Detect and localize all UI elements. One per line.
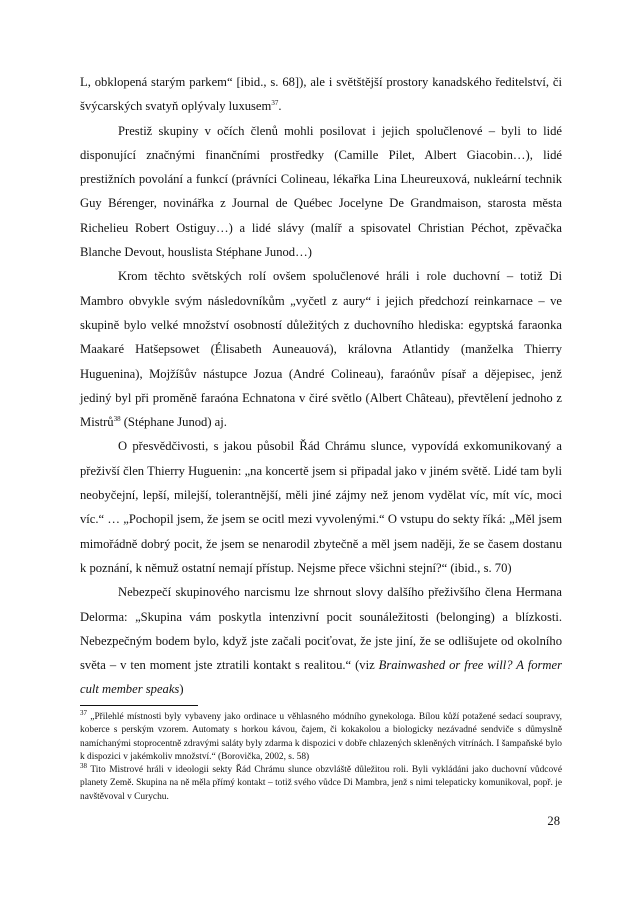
paragraph-3-end: (Stéphane Junod) aj.: [120, 415, 227, 430]
paragraph-4-text: O přesvědčivosti, s jakou působil Řád Chrámu slunce, vypovídá exkomunikovaný a přeživší člen Thierry Huguenin: „na koncertě jsem si připadal jako v jiném světě. Lidé tam byli neobyčejní, lepší, milejší, tolerantnější, měli jiné zájmy než jenom vydělat víc, mít víc, moci víc.“ … „Pochopil jsem, že jsem se ocitl mezi vyvolenými.“ O vstupu do sekty říká: „Měl jsem mimořádně dobrý pocit, že jsem se nenarodil zbytečně a měl jsem naději, že se časem dostanu k poznání, k němuž ostatní nemají přístup. Nejsme přece všichni stejní?“ (ibid., s. 70): [80, 439, 562, 575]
footnote-text: Tito Mistrové hráli v ideologii sekty Řád Chrámu slunce obzvláště důležitou roli. Byli vykládáni jako duchovní vůdcové planety Země. Skupina na ně měla přímý kontakt – totiž svého vůdce Di Mambra, jenž s nimi telepaticky komunikoval, popř. je navštěvoval v Curychu.: [80, 765, 562, 802]
paragraph-3-text: Krom těchto světských rolí ovšem spolučlenové hráli i role duchovní – totiž Di Mambro obvykle svým následovníkům „vyčetl z aury“ i jejich předchozí reinkarnace – ve skupině bylo velké množství osobností důležitých z duchovního hlediska: egyptská faraonka Maakaré Hatšepsowet (Élisabeth Auneauová), královna Atlantidy (manželka Thierry Huguenina), Mojžíšův nástupce Jozua (André Colineau), faraónův písař a dějepisec, jenž jediný byl při proměně faraóna Echnatona v čiré světlo (Albert Château), převtělení jednoho z Mistrů: [80, 269, 562, 430]
paragraph-4: [80, 434, 562, 580]
footnote-number: 38: [80, 762, 87, 771]
paragraph-5-end: ): [179, 682, 184, 697]
footnote-ref-37[interactable]: 37: [271, 99, 279, 108]
body-text: [80, 70, 562, 702]
page-number: 28: [547, 814, 560, 828]
page-content: [80, 70, 562, 702]
paragraph-2-text: Prestiž skupiny v očích členů mohli posilovat i jejich spolučlenové – byli to lidé disponující značnými finančními prostředky (Camille Pilet, Albert Giacobin…), lidé prestižních povolání a funkcí (právníci Colineau, lékařka Lina Lheureuxová, nukleární technik Guy Bérenger, novinářka z Journal de Québec Jocelyne De Grandmaison, starosta města Richelieu Robert Ostiguy…) a lidé slávy (malíř a spisovatel Christian Péchot, zpěvačka Blanche Devout, houslista Stéphane Junod…): [80, 123, 562, 260]
footnote-divider: [80, 705, 198, 706]
paragraph-2: [80, 119, 562, 265]
footnotes: [80, 708, 562, 804]
footnote-text: „Přilehlé místnosti byly vybaveny jako ordinace u věhlasného módního gynekologa. Bílou kůží potažené sedací soupravy, koberce s perským vzorem. Automaty s horkou kávou, čajem, či kokakolou a biologicky nezávadné sendviče s důmyslně namíchanými stoprocentně zdravými saláty byly zdarma k dispozici v dobře chlazených skleněných vitrínách. I šampaňské bylo k dispozici v jakémkoliv množství.“ (Borovička, 2002, s. 58): [80, 712, 562, 762]
paragraph-5: [80, 580, 562, 701]
footnote-number: 37: [80, 708, 87, 717]
footnote-38: [80, 764, 562, 804]
paragraph-1: [80, 70, 562, 119]
paragraph-5-italic-title: Brainwashed or free will? A former cult member speaks: [80, 658, 563, 697]
paragraph-5-text: Nebezpečí skupinového narcismu lze shrnout slovy dalšího přeživšího člena Hermana Delorma: „Skupina vám poskytla intenzivní pocit sounáležitosti (belonging) a blízkosti. Nebezpečným bodem bylo, když jste začali pociťovat, že jste jiní, že se odlišujete od okolního světa – v ten moment jste ztratili kontakt s realitou.“ (viz: [80, 585, 562, 673]
footnote-37: [80, 708, 562, 764]
footnote-ref-38[interactable]: 38: [113, 414, 121, 423]
paragraph-1-text: L, obklopená starým parkem“ [ibid., s. 68]), ale i světštější prostory kanadského ředitelství, či švýcarských svatyň oplývaly luxusem: [80, 75, 562, 114]
paragraph-3: [80, 264, 562, 434]
paragraph-1-end: .: [278, 99, 282, 114]
